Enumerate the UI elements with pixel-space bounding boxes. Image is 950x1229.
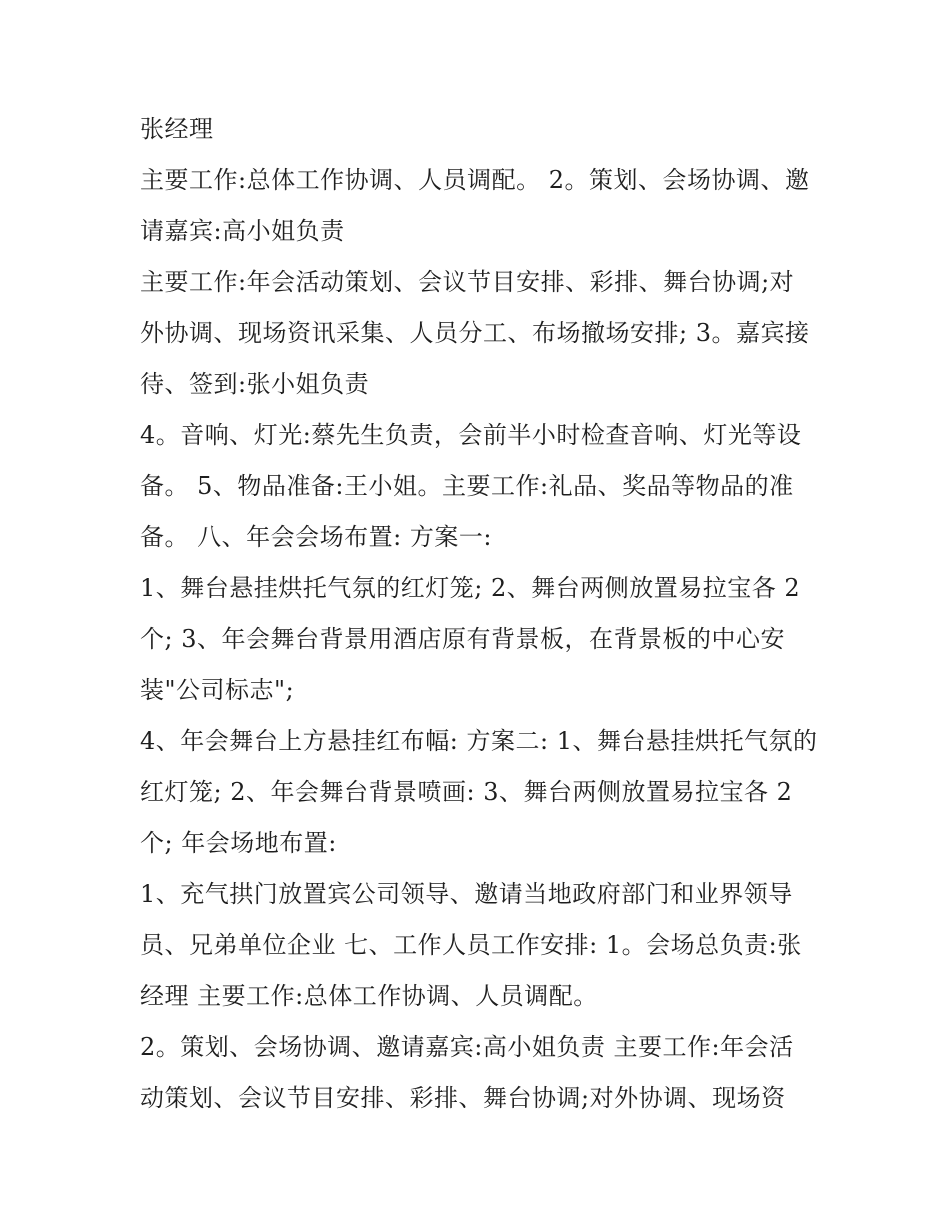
text-line: 个; 3、年会舞台背景用酒店原有背景板，在背景板的中心安 — [140, 625, 785, 653]
text-line: 张经理 — [140, 115, 214, 143]
text-line: 备。 5、物品准备:王小姐。主要工作:礼品、奖品等物品的准 — [140, 472, 794, 500]
text-line: 待、签到:张小姐负责 — [140, 370, 370, 398]
text-line: 4、年会舞台上方悬挂红布幅: 方案二: 1、舞台悬挂烘托气氛的 — [140, 727, 818, 755]
text-line: 员、兄弟单位企业 七、工作人员工作安排: 1。会场总负责:张 — [140, 931, 802, 959]
document-body — [140, 104, 820, 1124]
text-line: 经理 主要工作:总体工作协调、人员调配。 — [140, 982, 598, 1010]
text-line: 请嘉宾:高小姐负责 — [140, 217, 345, 245]
text-line: 2。策划、会场协调、邀请嘉宾:高小姐负责 主要工作:年会活 — [140, 1033, 794, 1061]
text-line: 装"公司标志"; — [140, 676, 295, 704]
text-line: 1、充气拱门放置宾公司领导、邀请当地政府部门和业界领导 — [140, 880, 793, 908]
text-line: 动策划、会议节目安排、彩排、舞台协调;对外协调、现场资 — [140, 1084, 786, 1112]
text-line: 4。音响、灯光:蔡先生负责，会前半小时检查音响、灯光等设 — [140, 421, 802, 449]
text-line: 外协调、现场资讯采集、人员分工、布场撤场安排; 3。嘉宾接 — [140, 319, 810, 347]
text-line: 备。 八、年会会场布置: 方案一: — [140, 523, 492, 551]
text-line: 1、舞台悬挂烘托气氛的红灯笼; 2、舞台两侧放置易拉宝各 2 — [140, 574, 801, 602]
text-line: 红灯笼; 2、年会舞台背景喷画: 3、舞台两侧放置易拉宝各 2 — [140, 778, 793, 806]
text-line: 个; 年会场地布置: — [140, 829, 337, 857]
text-line: 主要工作:总体工作协调、人员调配。 2。策划、会场协调、邀 — [140, 166, 810, 194]
text-line: 主要工作:年会活动策划、会议节目安排、彩排、舞台协调;对 — [140, 268, 795, 296]
